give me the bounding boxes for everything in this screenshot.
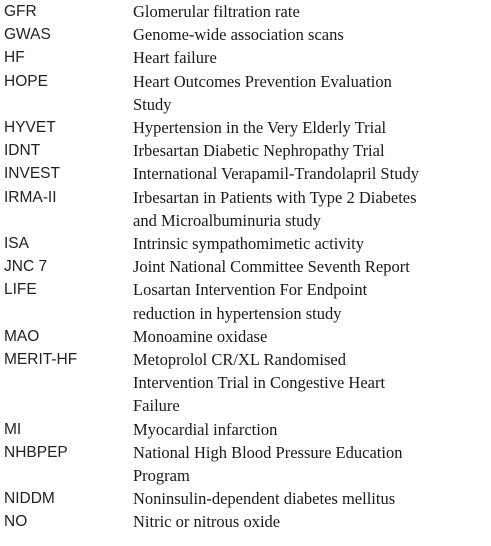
- abbreviation-term: GWAS: [4, 26, 51, 44]
- abbreviation-row: [0, 23, 491, 46]
- abbreviation-definition: Noninsulin-dependent diabetes mellitus: [133, 489, 396, 509]
- abbreviation-definition: Glomerular filtration rate: [133, 2, 300, 21]
- abbreviation-term: JNC 7: [4, 258, 48, 276]
- abbreviation-row: [0, 162, 491, 185]
- abbreviation-row: [0, 46, 491, 69]
- abbreviation-row: [0, 510, 491, 533]
- abbreviation-definition: Irbesartan Diabetic Nephropathy Trial: [133, 141, 385, 161]
- abbreviation-term: NHBPEP: [4, 443, 68, 461]
- abbreviation-definition: National High Blood Pressure Education Program: [133, 442, 403, 486]
- abbreviation-definition: Metoprolol CR/XL Randomised Intervention Trial in Congestive Heart Failure: [133, 350, 386, 416]
- abbreviation-row: [0, 70, 491, 116]
- abbreviation-definition: Nitric or nitrous oxide: [133, 512, 281, 532]
- abbreviation-definition: Heart failure: [133, 48, 217, 68]
- abbreviation-term: IDNT: [4, 142, 41, 160]
- abbreviation-definition: Losartan Intervention For Endpoint reduction in hypertension study: [133, 280, 368, 323]
- abbreviation-definition: Intrinsic sympathomimetic activity: [133, 234, 364, 254]
- abbreviation-definition: Joint National Committee Seventh Report: [133, 257, 410, 277]
- abbreviation-term: LIFE: [4, 281, 37, 299]
- abbreviation-definition: Hypertension in the Very Elderly Trial: [133, 118, 387, 138]
- abbreviation-term: NIDDM: [4, 490, 55, 508]
- abbreviation-definition: International Verapamil-Trandolapril Study: [133, 164, 419, 184]
- abbreviation-term: NO: [4, 513, 28, 531]
- abbreviation-row: [0, 255, 491, 278]
- abbreviation-row: [0, 487, 491, 510]
- abbreviation-row: [0, 0, 491, 23]
- abbreviation-term: INVEST: [4, 165, 60, 183]
- abbreviation-row: [0, 418, 491, 441]
- abbreviation-row: [0, 278, 491, 324]
- abbreviation-term: ISA: [4, 235, 29, 253]
- abbreviation-term: IRMA-II: [4, 188, 57, 206]
- abbreviation-definition: Monoamine oxidase: [133, 326, 268, 346]
- abbreviation-row: [0, 186, 491, 232]
- abbreviation-row: [0, 116, 491, 139]
- abbreviation-definition: Genome-wide association scans: [133, 25, 344, 45]
- abbreviation-term: HYVET: [4, 119, 56, 137]
- abbreviation-term: HF: [4, 49, 25, 67]
- abbreviation-row: [0, 139, 491, 162]
- abbreviation-term: GFR: [4, 3, 37, 20]
- abbreviation-term: MAO: [4, 327, 40, 345]
- abbreviation-row: [0, 348, 491, 418]
- abbreviation-definition: Heart Outcomes Prevention Evaluation Study: [133, 71, 392, 114]
- abbreviation-term: HOPE: [4, 72, 48, 90]
- abbreviation-row: [0, 232, 491, 255]
- abbreviation-definition: Irbesartan in Patients with Type 2 Diabetes and Microalbuminuria study: [133, 187, 417, 230]
- abbreviation-row: [0, 441, 491, 487]
- abbreviation-definition: Myocardial infarction: [133, 419, 278, 439]
- abbreviation-term: MI: [4, 420, 22, 438]
- abbreviation-term: MERIT-HF: [4, 351, 78, 369]
- abbreviation-row: [0, 325, 491, 348]
